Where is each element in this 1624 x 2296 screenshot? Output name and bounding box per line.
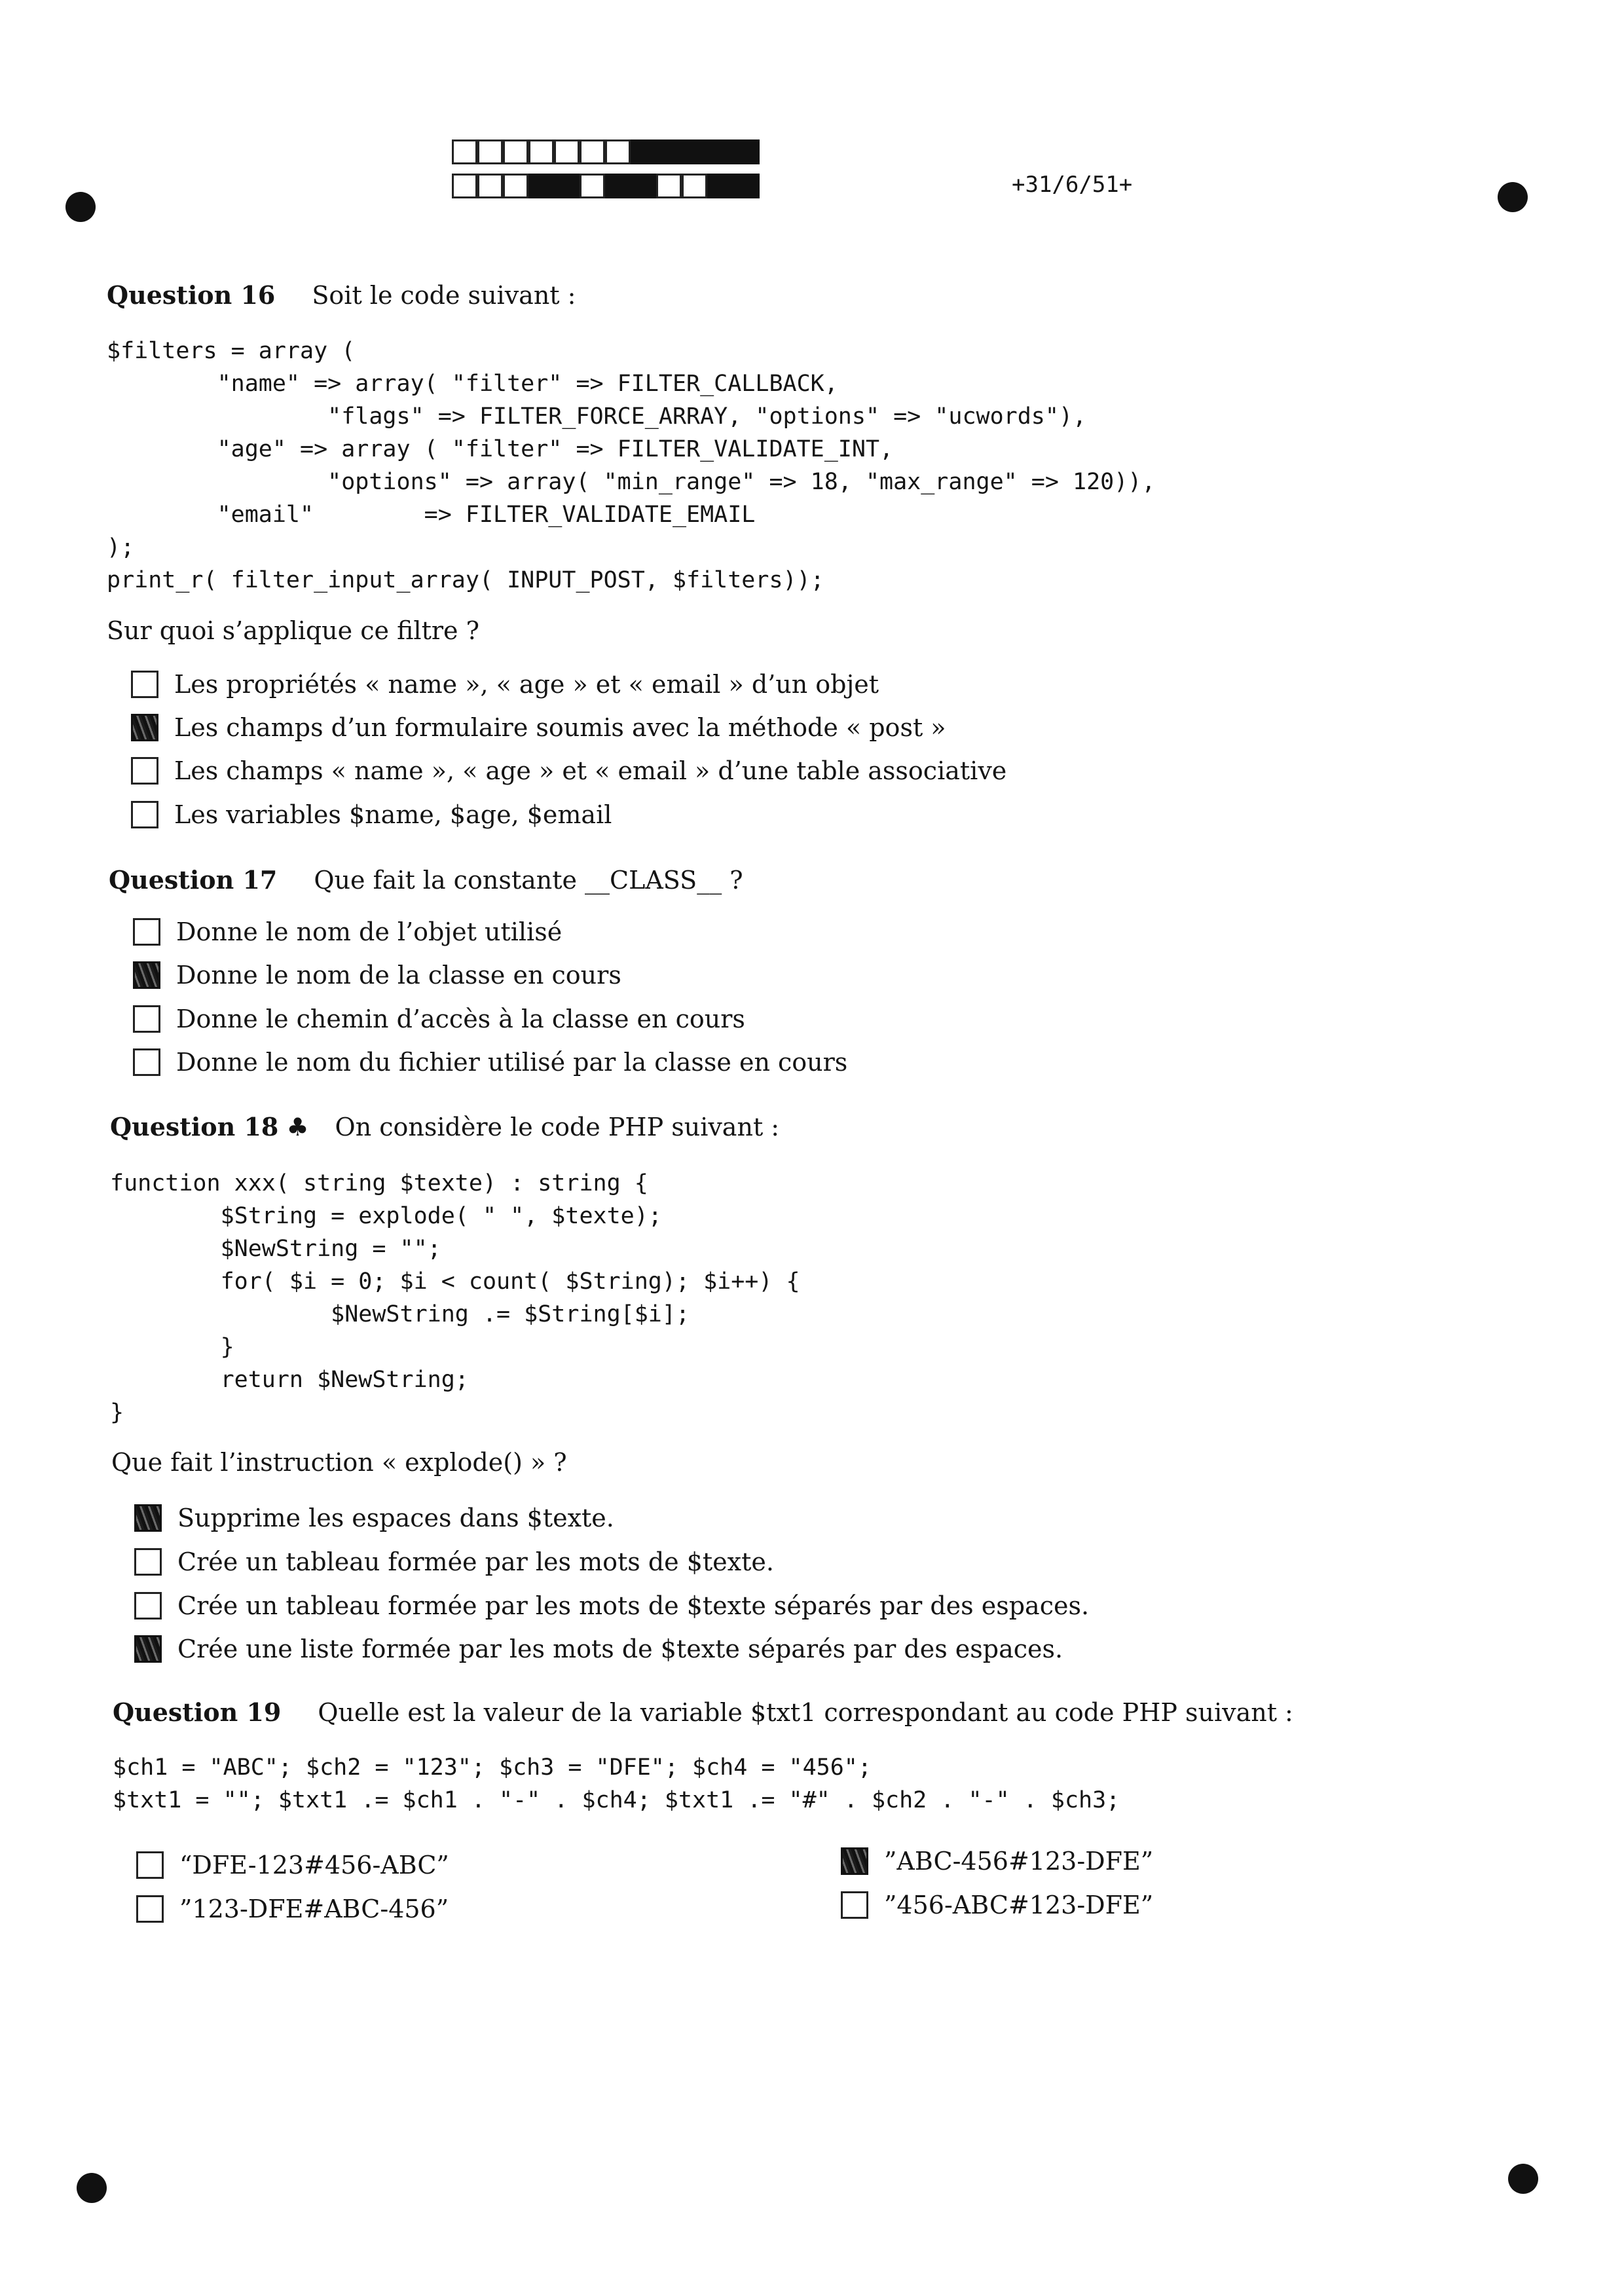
answer-checkbox[interactable]: [133, 918, 160, 946]
club-icon: ♣: [286, 1113, 309, 1141]
answer-option[interactable]: [133, 1048, 847, 1077]
answer-label: Donne le nom de la classe en cours: [176, 961, 621, 990]
answer-label: ”123-DFE#ABC-456”: [179, 1895, 449, 1923]
answer-label: Crée une liste formée par les mots de $texte séparés par des espaces.: [177, 1635, 1063, 1663]
registration-mark-top-left: [65, 192, 96, 222]
question-19-header: [113, 1697, 1293, 1728]
question-17-header: [109, 865, 743, 896]
question-text: Quelle est la valeur de la variable $txt1 correspondant au code PHP suivant :: [318, 1698, 1293, 1727]
answer-checkbox-checked[interactable]: [841, 1847, 868, 1875]
answer-label: ”ABC-456#123-DFE”: [884, 1847, 1154, 1876]
code-block-18: function xxx( string $texte) : string { $String = explode( " ", $texte); $NewString = ""; for( $i = 0; $i < count( $String); $i++) { $NewString .= $String[$i]; } return $NewString; }: [110, 1170, 800, 1426]
answer-label: “DFE-123#456-ABC”: [179, 1851, 449, 1879]
answer-option[interactable]: [136, 1851, 449, 1879]
answer-label: Donne le nom de l’objet utilisé: [176, 917, 563, 946]
answer-label: Crée un tableau formée par les mots de $texte séparés par des espaces.: [177, 1591, 1090, 1620]
answer-checkbox-checked[interactable]: [134, 1635, 162, 1663]
answer-option[interactable]: [131, 756, 1006, 785]
barcode-row-1: [452, 139, 760, 164]
answer-checkbox[interactable]: [136, 1851, 164, 1879]
question-text: Que fait la constante __CLASS__ ?: [314, 866, 743, 895]
question-16-header: [107, 280, 576, 311]
question-16-prompt: Sur quoi s’applique ce filtre ?: [107, 616, 479, 645]
answer-checkbox-checked[interactable]: [133, 961, 160, 989]
answer-label: Les champs « name », « age » et « email » d’une table associative: [174, 756, 1007, 785]
answer-checkbox-checked[interactable]: [131, 714, 158, 741]
answer-option[interactable]: [134, 1504, 614, 1532]
answer-option[interactable]: [136, 1895, 449, 1923]
answer-label: ”456-ABC#123-DFE”: [884, 1891, 1154, 1919]
answer-option[interactable]: [131, 713, 946, 742]
answer-label: Les variables $name, $age, $email: [174, 800, 612, 829]
question-text: Soit le code suivant :: [312, 281, 576, 310]
answer-checkbox[interactable]: [134, 1548, 162, 1576]
answer-label: Crée un tableau formée par les mots de $texte.: [177, 1547, 774, 1576]
question-18-prompt: Que fait l’instruction « explode() » ?: [111, 1448, 567, 1477]
answer-label: Les propriétés « name », « age » et « email » d’un objet: [174, 670, 879, 699]
answer-label: Donne le nom du fichier utilisé par la classe en cours: [176, 1048, 848, 1077]
answer-option[interactable]: [134, 1635, 1063, 1663]
code-block-16: $filters = array ( "name" => array( "filter" => FILTER_CALLBACK, "flags" => FILTER_FORCE_ARRAY, "options" => "ucwords"), "age" => array ( "filter" => FILTER_VALIDATE_INT, "options" => array( "min_range" => 18, "max_range" => 120)), "email" => FILTER_VALIDATE_EMAIL ); print_r( filter_input_array( INPUT_POST, $filters));: [107, 338, 1156, 593]
answer-checkbox[interactable]: [841, 1891, 868, 1919]
answer-checkbox[interactable]: [131, 671, 158, 698]
answer-label: Supprime les espaces dans $texte.: [177, 1504, 614, 1532]
answer-option[interactable]: [133, 1005, 745, 1033]
answer-option[interactable]: [841, 1891, 1153, 1919]
answer-label: Donne le chemin d’accès à la classe en cours: [176, 1005, 745, 1033]
registration-mark-bottom-left: [77, 2173, 107, 2203]
answer-checkbox[interactable]: [136, 1895, 164, 1923]
answer-checkbox[interactable]: [133, 1048, 160, 1076]
answer-checkbox[interactable]: [133, 1005, 160, 1033]
answer-label: Les champs d’un formulaire soumis avec la méthode « post »: [174, 713, 946, 742]
answer-option[interactable]: [133, 961, 621, 990]
question-text: On considère le code PHP suivant :: [335, 1113, 780, 1141]
question-number: Question 16: [107, 280, 276, 310]
answer-option[interactable]: [131, 800, 612, 829]
question-number: Question 17: [109, 865, 278, 895]
question-number: Question 19: [113, 1697, 282, 1727]
code-block-19: $ch1 = "ABC"; $ch2 = "123"; $ch3 = "DFE"; $ch4 = "456"; $txt1 = ""; $txt1 .= $ch1 . "-" . $ch4; $txt1 .= "#" . $ch2 . "-" . $ch3;: [113, 1754, 1120, 1813]
page-code: +31/6/51+: [1012, 172, 1133, 198]
answer-option[interactable]: [131, 670, 879, 699]
answer-option[interactable]: [134, 1547, 774, 1576]
question-18-header: [110, 1112, 779, 1143]
registration-mark-top-right: [1498, 182, 1528, 212]
answer-option[interactable]: [841, 1847, 1153, 1876]
answer-checkbox[interactable]: [131, 801, 158, 828]
answer-option[interactable]: [133, 917, 562, 946]
answer-checkbox-checked[interactable]: [134, 1504, 162, 1532]
answer-option[interactable]: [134, 1591, 1089, 1620]
answer-checkbox[interactable]: [134, 1592, 162, 1620]
question-number: Question 18: [110, 1112, 279, 1141]
registration-mark-bottom-right: [1508, 2164, 1538, 2194]
barcode-row-2: [452, 174, 760, 198]
answer-checkbox[interactable]: [131, 757, 158, 785]
